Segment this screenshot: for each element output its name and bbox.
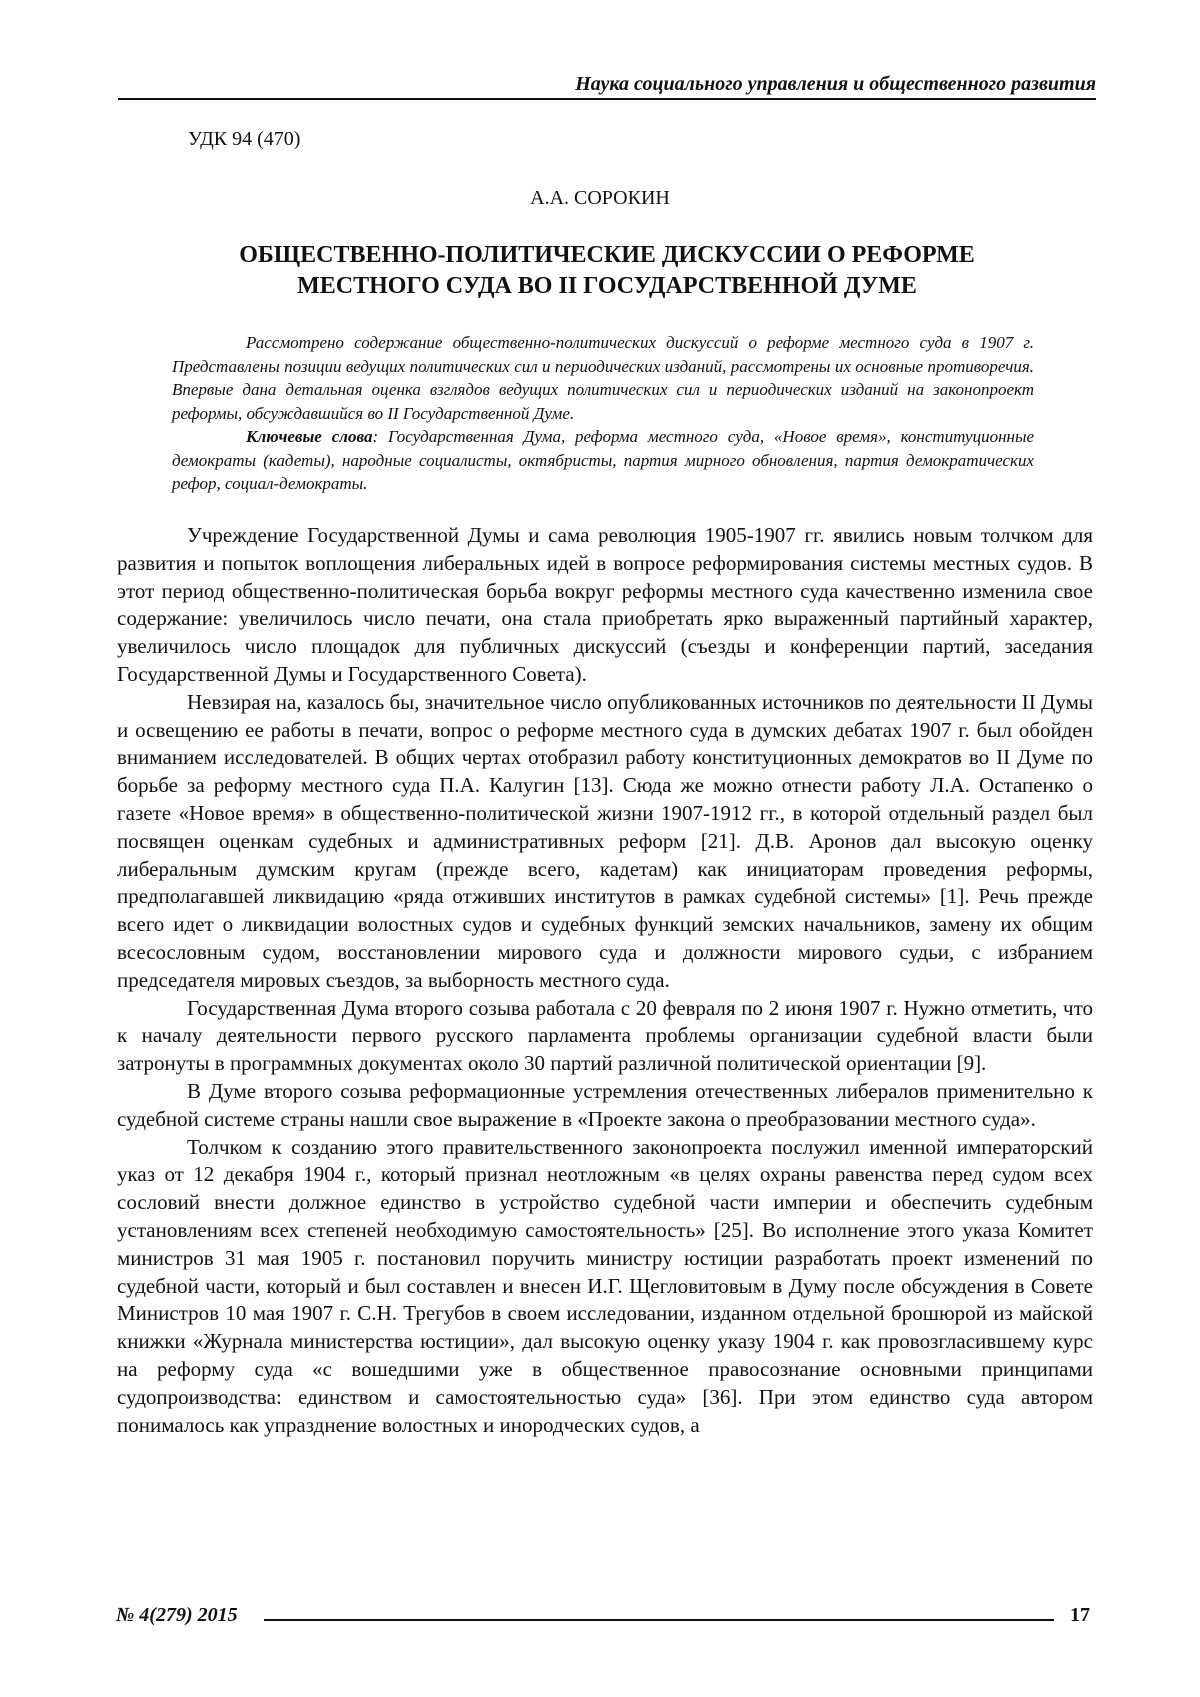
- keywords-label: Ключевые слова: [246, 427, 372, 446]
- page-number: 17: [1070, 1603, 1090, 1627]
- title-line-2: МЕСТНОГО СУДА ВО II ГОСУДАРСТВЕННОЙ ДУМЕ: [297, 273, 917, 299]
- body-paragraph: Учреждение Государственной Думы и сама революция 1905-1907 гг. явились новым толчком для развития и попыток воплощения либеральных идей в вопросе реформирования системы местных судов. В этот период общественно-политическая борьба вокруг реформы местного суда качественно изменила свое содержание: увеличилось число печати, она стала приобретать ярко выраженный партийный характер, увеличилось число площадок для публичных дискуссий (съезды и конференции партий, заседания Государственной Думы и Государственного Совета).: [117, 522, 1093, 689]
- keywords-list: : Государственная Дума, реформа местного суда, «Новое время», конституционные демократы (кадеты), народные социалисты, октябристы, партия мирного обновления, партия демократических рефор, социал-демократы.: [172, 427, 1034, 493]
- article-title: [118, 240, 1096, 302]
- keywords: [172, 425, 1034, 496]
- journal-page: [0, 0, 1200, 1697]
- abstract-text: Рассмотрено содержание общественно-политических дискуссий о реформе местного суда в 1907 г. Представлены позиции ведущих политических сил и периодических изданий, рассмотрены их основные противоречия. Впервые дана детальная оценка взглядов ведущих политических сил и периодических изданий на законопроект реформы, обсуждавшийся во II Государственной Думе.: [172, 331, 1034, 425]
- running-header: Наука социального управления и общественного развития: [118, 72, 1096, 100]
- body-paragraph: Государственная Дума второго созыва работала с 20 февраля по 2 июня 1907 г. Нужно отметить, что к началу деятельности первого русского парламента проблемы организации судебной власти были затронуты в программных документах около 30 партий различной политической ориентации [9].: [117, 995, 1093, 1078]
- abstract-block: [172, 331, 1034, 496]
- body-paragraph: В Думе второго созыва реформационные устремления отечественных либералов применительно к судебной системе страны нашли свое выражение в «Проекте закона о преобразовании местного суда».: [117, 1078, 1093, 1134]
- issue-number: № 4(279) 2015: [116, 1603, 238, 1627]
- title-line-1: ОБЩЕСТВЕННО-ПОЛИТИЧЕСКИЕ ДИСКУССИИ О РЕФОРМЕ: [239, 242, 974, 268]
- body-paragraph: Невзирая на, казалось бы, значительное число опубликованных источников по деятельности II Думы и освещению ее работы в печати, вопрос о реформе местного суда в думских дебатах 1907 г. был обойден вниманием исследователей. В общих чертах отобразил работу конституционных демократов во II Думе по борьбе за реформу местного суда П.А. Калугин [13]. Сюда же можно отнести работу Л.А. Остапенко о газете «Новое время» в общественно-политической жизни 1907-1912 гг., в которой отдельный раздел был посвящен оценкам судебных и административных реформ [21]. Д.В. Аронов дал высокую оценку либеральным думским кругам (прежде всего, кадетам) как инициаторам проведения реформы, предполагавшей ликвидацию «ряда отживших институтов в рамках судебной системы» [1]. Речь прежде всего идет о ликвидации волостных судов и судебных функций земских начальников, замену их общим всесословным судом, восстановлении мирового суда и должности мирового судьи, с избранием председателя мировых съездов, за выборность местного суда.: [117, 689, 1093, 995]
- footer-rule: [264, 1619, 1054, 1621]
- author-name: А.А. СОРОКИН: [0, 186, 1200, 210]
- article-body: [117, 522, 1093, 1439]
- udk-code: УДК 94 (470): [188, 127, 300, 151]
- body-paragraph: Толчком к созданию этого правительственного законопроекта послужил именной императорский указ от 12 декабря 1904 г., который признал неотложным «в целях охраны равенства перед судом всех сословий внести должное единство в устройство судебной части империи и обеспечить судебным установлениям всех степеней необходимую самостоятельность» [25]. Во исполнение этого указа Комитет министров 31 мая 1905 г. постановил поручить министру юстиции разработать проект изменений по судебной части, который и был составлен и внесен И.Г. Щегловитовым в Думу после обсуждения в Совете Министров 10 мая 1907 г. С.Н. Трегубов в своем исследовании, изданном отдельной брошюрой из майской книжки «Журнала министерства юстиции», дал высокую оценку указу 1904 г. как провозгласившему курс на реформу суда «с вошедшими уже в общественное правосознание основными принципами судопроизводства: единством и самостоятельностью суда» [36]. При этом единство суда автором понималось как упразднение волостных и инородческих судов, а: [117, 1134, 1093, 1440]
